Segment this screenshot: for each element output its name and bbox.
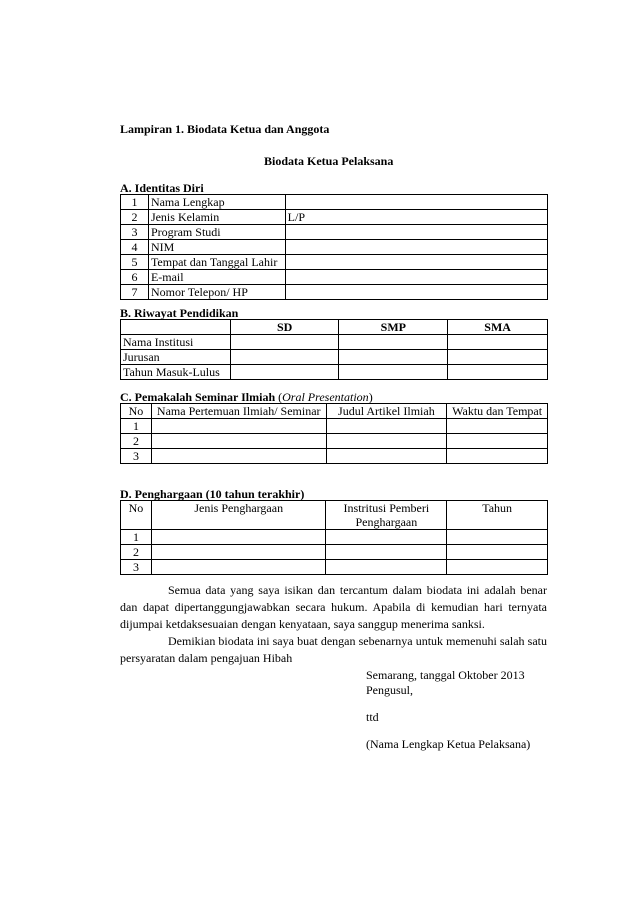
identity-label: Tempat dan Tanggal Lahir [148, 255, 285, 270]
signature-ttd: ttd [366, 710, 379, 724]
column-header: Waktu dan Tempat [447, 404, 548, 419]
column-header: Jenis Penghargaan [151, 501, 326, 530]
education-cell [230, 335, 339, 350]
table-row [121, 365, 548, 380]
column-header: SMA [448, 320, 548, 335]
identity-value [285, 240, 547, 255]
education-table [120, 319, 548, 380]
statement-paragraph-1: Semua data yang saya isikan dan tercantum dalam biodata ini adalah benar dan dapat dipertanggungjawabkan secara hukum. Apabila di kemudian hari ternyata dijumpai ketdaksesuaian dengan kenyataan, saya sanggup menerima sanksi. [120, 583, 547, 631]
education-cell [339, 335, 448, 350]
table-cell [151, 530, 326, 545]
section-b-heading: B. Riwayat Pendidikan [120, 306, 239, 320]
table-row [121, 195, 548, 210]
table-row [121, 560, 548, 575]
signature-place-date: Semarang, tanggal Oktober 2013 [366, 668, 525, 682]
table-cell [151, 449, 326, 464]
row-number: 3 [121, 560, 152, 575]
row-number: 2 [121, 434, 152, 449]
column-header: No [121, 501, 152, 530]
award-table [120, 500, 548, 575]
table-header-row [121, 404, 548, 419]
statement-paragraph-2: Demikian biodata ini saya buat dengan sebenarnya untuk memenuhi salah satu persyaratan dalam pengajuan Hibah [120, 634, 547, 665]
education-cell [448, 335, 548, 350]
identity-label: Program Studi [148, 225, 285, 240]
identity-label: Jenis Kelamin [148, 210, 285, 225]
table-row [121, 449, 548, 464]
education-cell [448, 365, 548, 380]
identity-label: E-mail [148, 270, 285, 285]
table-header-row [121, 501, 548, 530]
table-cell [447, 449, 548, 464]
table-cell [447, 545, 548, 560]
table-header-row [121, 320, 548, 335]
table-cell [326, 449, 447, 464]
table-cell [326, 560, 447, 575]
table-cell [151, 560, 326, 575]
identity-value: L/P [285, 210, 547, 225]
row-number: 1 [121, 419, 152, 434]
row-number: 1 [121, 530, 152, 545]
table-row [121, 285, 548, 300]
row-number: 2 [121, 210, 149, 225]
identity-label: Nama Lengkap [148, 195, 285, 210]
table-row [121, 255, 548, 270]
row-number: 5 [121, 255, 149, 270]
section-c-heading-italic: Oral Presentation [282, 390, 369, 404]
table-cell [326, 434, 447, 449]
table-cell [151, 419, 326, 434]
row-number: 1 [121, 195, 149, 210]
table-cell [326, 419, 447, 434]
row-number: 3 [121, 225, 149, 240]
table-row [121, 225, 548, 240]
row-number: 7 [121, 285, 149, 300]
table-cell [326, 545, 447, 560]
education-cell [339, 365, 448, 380]
identity-table [120, 194, 548, 300]
column-header: Nama Pertemuan Ilmiah/ Seminar [151, 404, 326, 419]
section-a-heading: A. Identitas Diri [120, 181, 204, 195]
row-number: 2 [121, 545, 152, 560]
education-row-label: Nama Institusi [121, 335, 231, 350]
identity-label: NIM [148, 240, 285, 255]
table-row [121, 545, 548, 560]
education-cell [339, 350, 448, 365]
column-header: Instritusi Pemberi Penghargaan [326, 501, 447, 530]
column-header [121, 320, 231, 335]
section-c-heading: C. Pemakalah Seminar Ilmiah (Oral Presentation) [120, 390, 373, 404]
column-header: No [121, 404, 152, 419]
table-row [121, 240, 548, 255]
row-number: 3 [121, 449, 152, 464]
table-row [121, 335, 548, 350]
row-number: 4 [121, 240, 149, 255]
identity-value [285, 195, 547, 210]
column-header: Judul Artikel Ilmiah [326, 404, 447, 419]
attachment-title: Lampiran 1. Biodata Ketua dan Anggota [120, 122, 330, 136]
table-row [121, 419, 548, 434]
identity-value [285, 225, 547, 240]
form-subtitle: Biodata Ketua Pelaksana [264, 154, 394, 168]
table-cell [326, 530, 447, 545]
table-row [121, 350, 548, 365]
identity-value [285, 285, 547, 300]
table-cell [447, 560, 548, 575]
education-row-label: Jurusan [121, 350, 231, 365]
seminar-table [120, 403, 548, 464]
row-number: 6 [121, 270, 149, 285]
section-d-heading: D. Penghargaan (10 tahun terakhir) [120, 487, 305, 501]
education-row-label: Tahun Masuk-Lulus [121, 365, 231, 380]
table-cell [447, 530, 548, 545]
identity-value [285, 270, 547, 285]
education-cell [230, 350, 339, 365]
table-cell [151, 434, 326, 449]
table-cell [151, 545, 326, 560]
education-cell [448, 350, 548, 365]
identity-label: Nomor Telepon/ HP [148, 285, 285, 300]
signature-role: Pengusul, [366, 683, 414, 697]
table-row [121, 434, 548, 449]
column-header: Tahun [447, 501, 548, 530]
table-cell [447, 419, 548, 434]
table-row [121, 210, 548, 225]
column-header: SMP [339, 320, 448, 335]
education-cell [230, 365, 339, 380]
table-row [121, 270, 548, 285]
section-c-heading-text: C. Pemakalah Seminar Ilmiah [120, 390, 276, 404]
identity-value [285, 255, 547, 270]
table-cell [447, 434, 548, 449]
column-header: SD [230, 320, 339, 335]
signature-name: (Nama Lengkap Ketua Pelaksana) [366, 737, 531, 751]
table-row [121, 530, 548, 545]
